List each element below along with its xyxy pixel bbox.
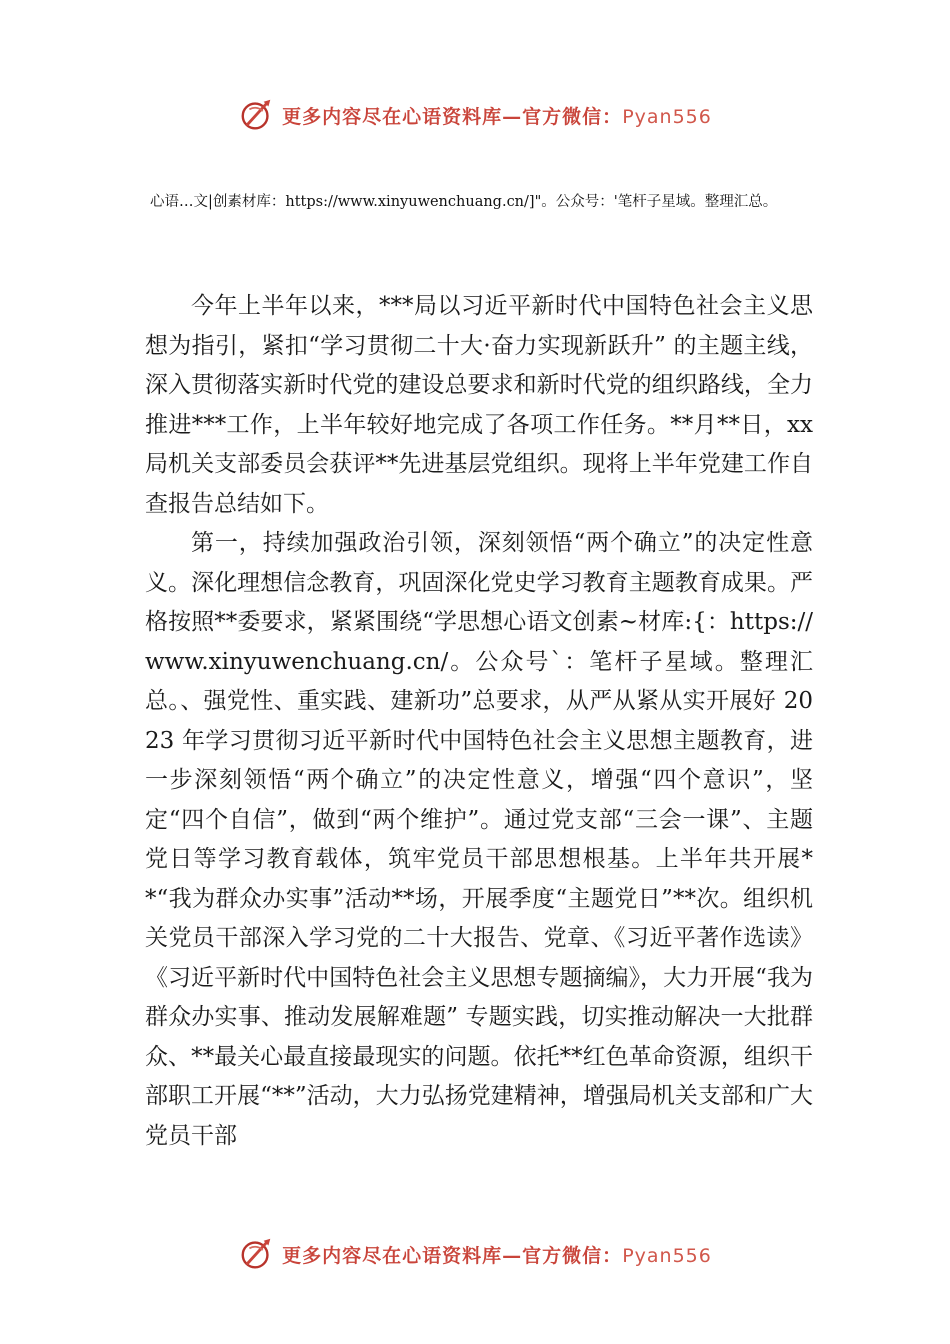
banner-text [282,1241,712,1268]
footer-banner [0,1232,950,1276]
banner-contact-label: 官方微信： [522,105,623,128]
banner-separator: — [502,105,523,128]
banner-separator: — [502,1244,523,1267]
banner-title: 更多内容尽在心语资料库 [282,105,503,128]
banner-title: 更多内容尽在心语资料库 [282,1244,503,1267]
pen-logo-icon [238,96,276,134]
banner-contact-id: Pyan556 [622,105,712,128]
header-banner [0,93,950,137]
banner-contact-id: Pyan556 [622,1244,712,1267]
banner-text [282,102,712,129]
paragraph-first-point: 第一，持续加强政治引领，深刻领悟“两个确立”的决定性意义。深化理想信念教育，巩固深化党史学习教育主题教育成果。严格按照**委要求，紧紧围绕“学思想心语文创素~材库:{：https://www.xinyuwenchuang.cn/。公众号`：笔杆子星域。整理汇总。、强党性、重实践、建新功”总要求，从严从紧从实开展好 2023 年学习贯彻习近平新时代中国特色社会主义思想主题教育，进一步深刻领悟“两个确立”的决定性意义，增强“四个意识”，坚定“四个自信”，做到“两个维护”。通过党支部“三会一课”、主题党日等学习教育载体，筑牢党员干部思想根基。上半年共开展**“我为群众办实事”活动**场，开展季度“主题党日”**次。组织机关党员干部深入学习党的二十大报告、党章、《习近平著作选读》《习近平新时代中国特色社会主义思想专题摘编》，大力开展“我为群众办实事、推动发展解难题” 专题实践，切实推动解决一大批群众、**最关心最直接最现实的问题。依托**红色革命资源，组织干部职工开展“**”活动，大力弘扬党建精神，增强局机关支部和广大党员干部 [145,530,813,1149]
banner-contact-label: 官方微信： [522,1244,623,1267]
source-note: 心语…文|创素材库：https://www.xinyuwenchuang.cn/]"。公众号：'笔杆子星域。整理汇总。 [150,194,778,210]
document-body [145,287,813,1156]
pen-logo-icon [238,1235,276,1273]
paragraph-intro: 今年上半年以来，***局以习近平新时代中国特色社会主义思想为指引，紧扣“学习贯彻二十大·奋力实现新跃升” 的主题主线，深入贯彻落实新时代党的建设总要求和新时代党的组织路线，全力推进***工作，上半年较好地完成了各项工作任务。**月**日，xx局机关支部委员会获评**先进基层党组织。现将上半年党建工作自查报告总结如下。 [145,293,813,517]
